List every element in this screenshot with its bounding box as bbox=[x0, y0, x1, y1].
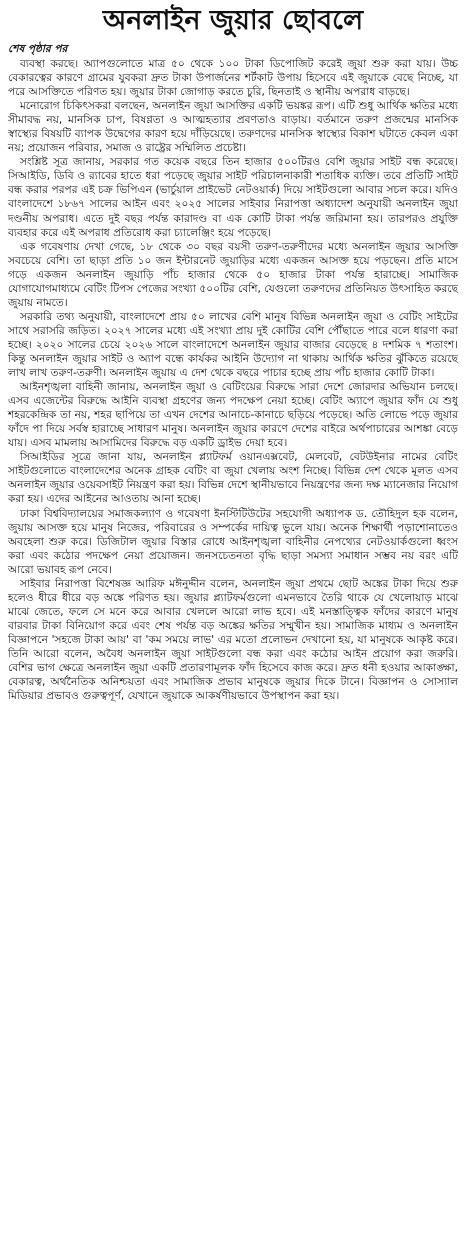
article-paragraph: সিআইডির সূত্রে জানা যায়, অনলাইন প্ল্যাটফর্ম ওয়ানএক্সবেট, মেলবেট, বেটউইনার নামের বেটিং সাইটগুলোতে বাংলাদেশের অনেক গ্রাহক বেটিং বা জুয়া খেলায় অংশ নিচ্ছে। বিভিন্ন দেশ থেকে মূলত এসব অনলাইন জুয়ার ওয়েবসাইট নিয়ন্ত্রণ করা হয়। বিভিন্ন দেশে স্থানীয়ভাবে নিয়ন্ত্রণের জন্য দক্ষ ম্যানেজার নিয়োগ করা হয়। এদের আইনের আওতায় আনা হচ্ছে। bbox=[8, 451, 458, 506]
article-paragraph: সাইবার নিরাপত্তা বিশেষজ্ঞ আরিফ মঈনুদ্দীন বলেন, অনলাইন জুয়া প্রথমে ছোট অঙ্কের টাকা দিয়ে শুরু হলেও ধীরে ধীরে বড় অঙ্কে পরিণত হয়। জুয়ার প্ল্যাটফর্মগুলো এমনভাবে তৈরি থাকে যে খেলোয়াড় মাঝে মাঝে জেতে, ফলে সে মনে করে আবার খেললে আরো লাভ হবে। এই মনস্তাত্ত্বিক ফাঁদের কারণে মানুষ বারবার টাকা বিনিয়োগ করে এবং শেষ পর্যন্ত বড় অঙ্কের ক্ষতির সম্মুখীন হয়। সামাজিক মাধ্যম ও অনলাইন বিজ্ঞাপনে 'সহজে টাকা আয়' বা 'কম সময়ে লাভ' এর মতো প্রলোভন দেখানো হয়, যা মানুষকে আকৃষ্ট করে। তিনি আরো বলেন, অবৈধ অনলাইন জুয়া সাইটগুলো বন্ধ করা এবং কঠোর আইন প্রয়োগ করা জরুরি। বেশির ভাগ ক্ষেত্রে অনলাইন জুয়া একটি প্রতারণামূলক ফাঁদ হিসেবে কাজ করে। দ্রুত ধনী হওয়ার আকাঙ্ক্ষা, বেকারত্ব, অর্থনৈতিক অনিশ্চয়তা এবং সামাজিক প্রভাব মানুষকে জুয়ার দিকে টানে। বিজ্ঞাপন ও সোস্যাল মিডিয়ার প্রভাবও গুরুত্বপূর্ণ, যেখানে জুয়াকে আকর্ষণীয়ভাবে উপস্থাপন করা হয়। bbox=[8, 577, 458, 703]
article-paragraph: মনোরোগ চিকিৎসকরা বলছেন, অনলাইন জুয়া আসক্তির একটি ভয়ঙ্কর রূপ। এটি শুধু আর্থিক ক্ষতির মধ্যে সীমাবদ্ধ নয়, মানসিক চাপ, বিষণ্ণতা ও আত্মহত্যার প্রবণতাও বাড়ায়। বর্তমানে তরুণ প্রজন্মের মানসিক স্বাস্থ্যের বিষয়টি ব্যাপক উদ্বেগের কারণ হয়ে দাঁড়িয়েছে। তরুণদের মানসিক স্বাস্থ্যের বিকাশ ঘটাতে কেবল একা নয়; প্রয়োজন পরিবার, সমাজ ও রাষ্ট্রের সম্মিলিত প্রচেষ্টা। bbox=[8, 100, 458, 155]
continued-from-label: শেষ পৃষ্ঠার পর bbox=[8, 43, 68, 55]
article-paragraph: সরকারি তথ্য অনুযায়ী, বাংলাদেশে প্রায় ৫০ লাখের বেশি মানুষ বিভিন্ন অনলাইন জুয়া ও বেটিং সাইটের সাথে সরাসরি জড়িত। ২০২৭ সালের মধ্যে এই সংখ্যা প্রায় দুই কোটির বেশি পৌঁছাতে পারে বলে ধারণা করা হচ্ছে। ২০২০ সালের চেয়ে ২০২৬ সালে বাংলাদেশে অনলাইন জুয়ার বাজার বেড়েছে ৪ দশমিক ৭ শতাংশ। কিন্তু অনলাইন জুয়ার সাইট ও অ্যাপ বন্ধে কার্যকর আইনি উদ্যোগ না থাকায় আর্থিক ক্ষতির ঝুঁকিতে রয়েছে লাখ লাখ তরুণ-তরুণী। অনলাইন জুয়ায় এ দেশ থেকে বছরে পাচার হচ্ছে প্রায় পাঁচ হাজার কোটি টাকা। bbox=[8, 310, 458, 380]
article-paragraph: এক গবেষণায় দেখা গেছে, ১৮ থেকে ৩০ বছর বয়সী তরুণ-তরুণীদের মধ্যে অনলাইন জুয়ার আসক্তি সবচেয়ে বেশি। তা ছাড়া প্রতি ১০ জন ইন্টারনেট জুয়াড়ির মধ্যে একজন আসক্ত হয়ে পড়ছেন। প্রতি মাসে গড়ে একজন অনলাইন জুয়াড়ি পাঁচ হাজার থেকে ৫০ হাজার টাকা পর্যন্ত হারাচ্ছে। সামাজিক যোগাযোগমাধ্যমে বেটিং টিপস পেজের সংখ্যা ৫০০টির বেশি, যেগুলো তরুণদের প্রতিনিয়ত উৎসাহিত করছে জুয়ায় নামতে। bbox=[8, 240, 458, 309]
article-paragraph: সংশ্লিষ্ট সূত্র জানায়, সরকার গত কয়েক বছরে তিন হাজার ৫০০টিরও বেশি জুয়ার সাইট বন্ধ করেছে। সিআইডি, ডিবি ও র‍্যাবের হাতে ধরা পড়েছে জুয়ার সাইট পরিচালনাকারী শতাধিক ব্যক্তি। তবে প্রতিটি সাইট বন্ধ করার পরপর এই চক্র ভিপিএন (ভার্চুয়াল প্রাইভেট নেটওয়ার্ক) দিয়ে সাইটগুলো আবার সচল করে। যদিও বাংলাদেশে ১৮৬৭ সালের আইন এবং ২০২৫ সালের সাইবার নিরাপত্তা অধ্যাদেশ অনুযায়ী অনলাইন জুয়া দণ্ডনীয় অপরাধ। এতে দুই বছর পর্যন্ত কারাদণ্ড বা এক কোটি টাকা পর্যন্ত জরিমানা হয়। তারপরও প্রযুক্তি ব্যবহার করে এই অপরাধ প্রতিরোধ করা চ্যালেঞ্জিং হয়ে পড়েছে। bbox=[8, 156, 458, 239]
article-headline: অনলাইন জুয়ার ছোবলে bbox=[102, 5, 364, 36]
article-paragraph: ঢাকা বিশ্ববিদ্যালয়ের সমাজকল্যাণ ও গবেষণা ইনস্টিটিউটের সহযোগী অধ্যাপক ড. তৌহিদুল হক বলেন, জুয়ায় আসক্ত হয়ে মানুষ নিজের, পরিবারের ও সম্পর্কের দায়িত্ব ভুলে যায়। অনেক শিক্ষার্থী পড়াশোনাতেও অবহেলা শুরু করে। ডিজিটাল জুয়ার বিস্তার রোধে আইনশৃঙ্খলা বাহিনীর নেপথ্যের নেটওয়ার্কগুলো ধ্বংস করা এবং কঠোর পদক্ষেপ নেয়া প্রয়োজন। জনসচেতনতা বৃদ্ধি ছাড়া সমস্যা সমাধান সম্ভব নয় বরং এটি আরো ভয়াবহ রূপ নেবে। bbox=[8, 507, 458, 576]
article-paragraph: আইনশৃঙ্খলা বাহিনী জানায়, অনলাইন জুয়া ও বেটিংয়ের বিরুদ্ধে সারা দেশে জোরদার অভিযান চলছে। এসব এজেন্টের বিরুদ্ধে আইনি ব্যবস্থা গ্রহণের জন্য পদক্ষেপ নেয়া হচ্ছে। বেটিং অ্যাপে জুয়ার ফাঁদ যে শুধু শহরকেন্দ্রিক তা নয়, শহর ছাপিয়ে তা এখন দেশের আনাচে-কানাচে ছড়িয়ে পড়েছে। অতি লোভে পড়ে জুয়ার ফাঁদে পা দিয়ে সর্বস্ব হারাচ্ছে সাধারণ মানুষ। অনলাইন জুয়ার কারণে দেশের বাইরে অর্থপাচারের আশঙ্কা বেড়ে যায়। এসব মামলায় আসামিদের বিরুদ্ধে বড় একটি ড্রাইভ দেয়া হবে। bbox=[8, 381, 458, 450]
article-paragraph: ব্যবস্থা করছে। অ্যাপগুলোতে মাত্র ৫০ থেকে ১০০ টাকা ডিপোজিট করেই জুয়া শুরু করা যায়। উচ্চ বেকারত্বের কারণে গ্রামের যুবকরা দ্রুত টাকা উপার্জনের শর্টকাট উপায় হিসেবে এই জুয়াকে বেছে নিচ্ছে, যা পরে আসক্তিতে পরিণত হয়। জুয়ার টাকা জোগাড় করতে চুরি, ছিনতাই ও স্থানীয় অপরাধ বাড়ছে। bbox=[8, 58, 458, 99]
article-body bbox=[8, 57, 458, 703]
